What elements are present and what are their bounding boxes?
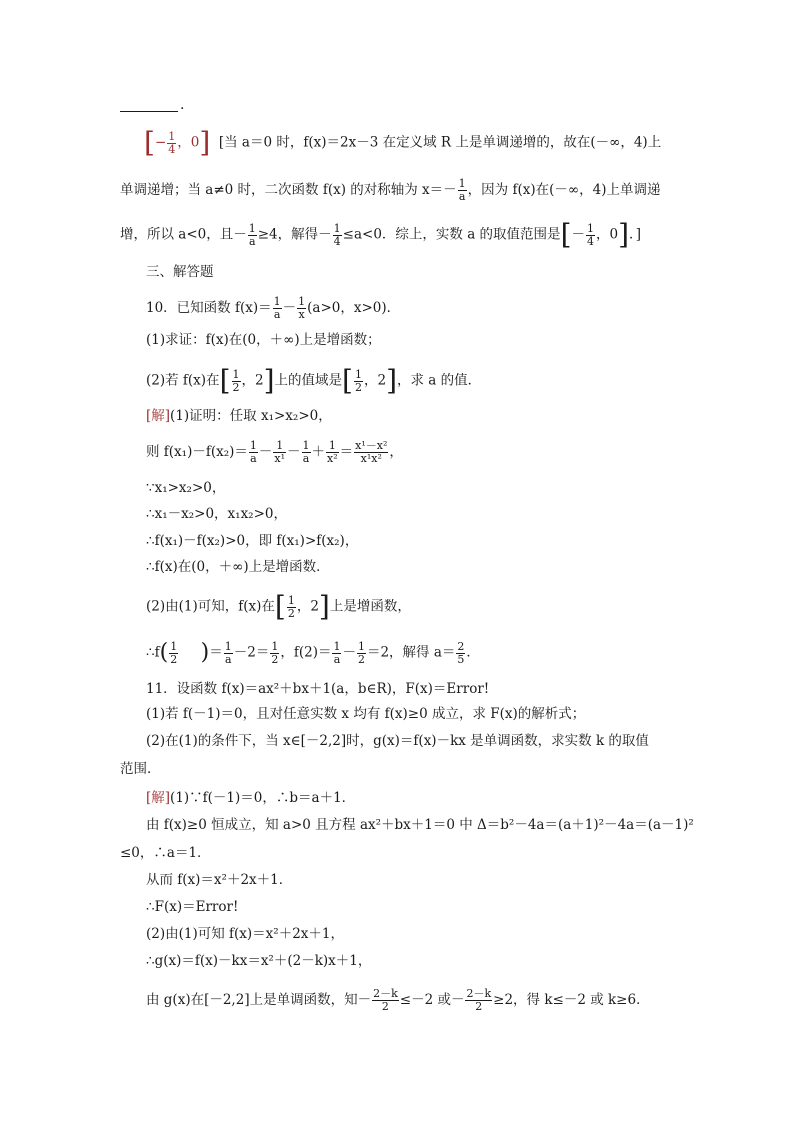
section-heading: 三、解答题 [146, 264, 214, 280]
q10-solution-6: ∴f(x)在(0，＋∞)上是增函数． [146, 559, 330, 575]
q11-solution-8: 由 g(x)在[－2,2]上是单调函数，知－ $\frac{2-k}{2}$ ≤－2 或－ $\frac{2-k}{2}$ ≥2，得 k≤－2 或 k≥6． [146, 987, 650, 1013]
q10-solution-8: ∴f( $\frac{1}{2}$ )＝ $\frac{1}{a}$ －2＝ $\frac{1}{2}$ ，f(2)＝ $\frac{1}{a}$ － $\frac{1}{2}$ ＝2，解得 a＝ $\frac{2}{5}$ ． [146, 639, 480, 666]
q10-solution-7: (2)由(1)可知，f(x)在[ $\frac{1}{2}$ ，2]上是增函数， [146, 590, 411, 623]
q11-solution-3: ≤0，∴a＝1． [120, 845, 211, 861]
q10-solution-start: [解](1)证明：任取 x₁>x₂>0， [146, 408, 332, 424]
q10-solution-4: ∴x₁－x₂>0，x₁x₂>0， [146, 506, 287, 522]
bracket-right: ] [618, 218, 630, 251]
answer-tail: ，0 [177, 134, 200, 151]
answer-9-text-1: [当 a＝0 时，f(x)＝2x－3 在定义域 R 上是单调递增的，故在(－∞，4)上 [218, 134, 662, 151]
q11-part-2-cont: 范围． [120, 761, 161, 777]
solution-tag: [解] [146, 408, 171, 424]
answer-minus: − [154, 134, 167, 151]
q11-part-1: (1)若 f(－1)＝0，且对任意实数 x 均有 f(x)≥0 成立，求 F(x)的解析式； [146, 706, 586, 722]
answer-9-line-2: 单调递增；当 a≠0 时，二次函数 f(x) 的对称轴为 x＝－ $\frac{1}{a}$ ，因为 f(x)在(－∞，4)上单调递 [120, 177, 661, 203]
q11-solution-start: [解](1)∵f(－1)＝0，∴b＝a＋1． [146, 790, 356, 806]
bracket-left: [ [560, 218, 572, 251]
q11-solution-7: ∴g(x)＝f(x)－kx＝x²＋(2－k)x＋1， [146, 953, 372, 969]
answer-9-line-1 [144, 126, 662, 159]
q10-stem: 10．已知函数 f(x)＝ $\frac{1}{a}$ － $\frac{1}{x}$ (a>0，x>0)． [146, 295, 401, 321]
fraction: $\frac{1}{a}$ [248, 221, 256, 248]
blank-period: . [180, 97, 185, 113]
q10-part-2: (2)若 f(x)在[ $\frac{1}{2}$ ，2]上的值域是[ $\frac{1}{2}$ ，2]，求 a 的值． [146, 364, 482, 397]
q10-solution-3: ∵x₁>x₂>0， [146, 480, 226, 496]
q10-solution-5: ∴f(x₁)－f(x₂)>0，即 f(x₁)>f(x₂)， [146, 533, 359, 549]
q11-solution-4: 从而 f(x)＝x²＋2x＋1． [146, 872, 293, 888]
q11-stem: 11．设函数 f(x)＝ax²＋bx＋1(a，b∈R)，F(x)＝Error! [146, 681, 490, 697]
q10-part-1: (1)求证：f(x)在(0，＋∞)上是增函数； [146, 332, 381, 348]
answer-fraction: $\frac{1}{4}$ [168, 129, 176, 156]
q10-solution-2: 则 f(x₁)－f(x₂)＝ $\frac{1}{a}$ － $\frac{1}{\text{x¹}}$ － $\frac{1}{a}$ ＋ $\frac{1}{\text{x²}}$ ＝ $\frac{\text{x¹－x²}}{\text{x¹x²}}$ ， [146, 439, 403, 465]
fraction: $\frac{1}{4}$ [333, 221, 341, 248]
answer-9-line-3: 增，所以 a<0，且－ $\frac{1}{a}$ ≥4，解得－ $\frac{1}{4}$ ≤a<0．综上，实数 a 的取值范围是[－ $\frac{1}{4}$ ，0]．] [120, 218, 642, 251]
q11-solution-6: (2)由(1)可知 f(x)＝x²＋2x＋1， [146, 926, 344, 942]
q11-solution-5: ∴F(x)＝Error! [146, 899, 239, 915]
fraction: $\frac{1}{4}$ [587, 221, 594, 248]
solution-tag: [解] [146, 790, 171, 806]
answer-blank-line [120, 111, 178, 112]
bracket-left: [ [144, 126, 155, 159]
fraction: $\frac{1}{a}$ [458, 177, 466, 203]
q11-part-2: (2)在(1)的条件下，当 x∈[－2,2]时，g(x)＝f(x)－kx 是单调函数，求实数 k 的取值 [146, 733, 649, 749]
q11-solution-2: 由 f(x)≥0 恒成立，知 a>0 且方程 ax²＋bx＋1＝0 中 Δ＝b²－4a＝(a＋1)²－4a＝(a－1)² [146, 817, 694, 833]
bracket-right: ] [199, 126, 211, 159]
